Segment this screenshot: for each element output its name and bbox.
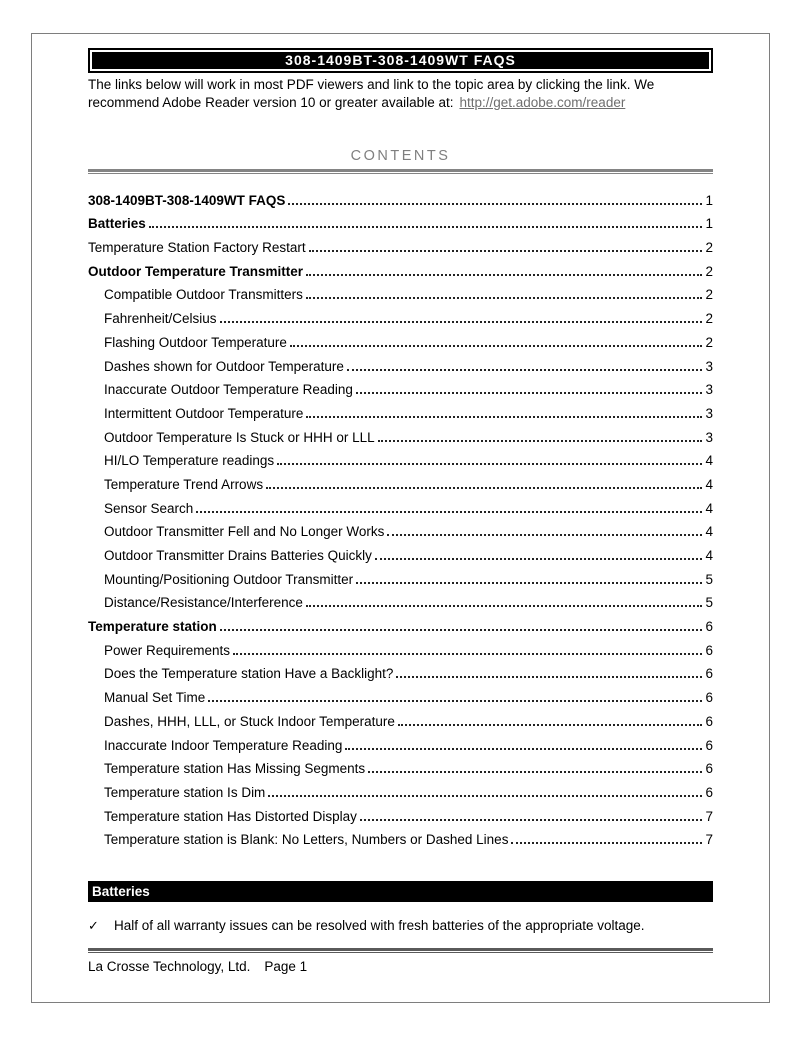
toc-page-number: 1 xyxy=(705,192,713,208)
toc-dot-leader xyxy=(378,440,703,442)
toc-page-number: 4 xyxy=(705,500,713,516)
toc-entry-label: Inaccurate Indoor Temperature Reading xyxy=(104,737,343,753)
footer-rule xyxy=(88,948,713,953)
toc-dot-leader xyxy=(196,511,702,513)
toc-page-number: 5 xyxy=(705,571,713,587)
title-banner xyxy=(88,48,713,73)
toc-entry[interactable] xyxy=(88,303,713,327)
toc-entry-label: Dashes shown for Outdoor Temperature xyxy=(104,358,344,374)
toc-entry-label: Intermittent Outdoor Temperature xyxy=(104,405,304,421)
toc-page-number: 4 xyxy=(705,548,713,563)
toc-page-number: 4 xyxy=(705,476,713,492)
toc-page-number: 6 xyxy=(705,784,713,800)
toc-page-number: 6 xyxy=(705,713,713,729)
toc-entry[interactable] xyxy=(88,588,713,612)
toc-entry-label: Inaccurate Outdoor Temperature Reading xyxy=(104,382,353,398)
toc-entry-label: Outdoor Transmitter Drains Batteries Quickly xyxy=(104,548,372,563)
toc-entry[interactable] xyxy=(88,446,713,470)
footer-company: La Crosse Technology, Ltd. xyxy=(88,959,251,975)
toc-entry[interactable] xyxy=(88,398,713,422)
toc-entry[interactable] xyxy=(88,185,713,209)
toc-page-number: 7 xyxy=(705,808,713,824)
toc-dot-leader xyxy=(290,345,703,347)
toc-dot-leader xyxy=(306,274,702,276)
toc-entry[interactable] xyxy=(88,754,713,778)
adobe-reader-link[interactable]: http://get.adobe.com/reader xyxy=(459,94,626,110)
toc-dot-leader xyxy=(220,321,703,323)
page-footer xyxy=(88,958,713,975)
toc-dot-leader xyxy=(511,842,702,844)
toc-entry-label: Batteries xyxy=(88,216,146,232)
toc-page-number: 2 xyxy=(705,311,713,327)
toc-entry[interactable] xyxy=(88,635,713,659)
toc-entry[interactable] xyxy=(88,327,713,351)
toc-entry-label: Flashing Outdoor Temperature xyxy=(104,334,287,350)
toc-dot-leader xyxy=(220,629,703,631)
toc-entry[interactable] xyxy=(88,469,713,493)
toc-entry[interactable] xyxy=(88,730,713,754)
toc-entry-label: HI/LO Temperature readings xyxy=(104,453,275,469)
toc-list xyxy=(88,185,713,848)
toc-dot-leader xyxy=(396,676,702,678)
toc-page-number: 7 xyxy=(705,832,713,848)
toc-dot-leader xyxy=(266,487,702,489)
toc-entry[interactable] xyxy=(88,682,713,706)
toc-page-number: 2 xyxy=(705,334,713,350)
toc-page-number: 3 xyxy=(705,405,713,421)
toc-entry[interactable] xyxy=(88,517,713,541)
toc-dot-leader xyxy=(233,653,702,655)
toc-dot-leader xyxy=(306,416,702,418)
toc-entry-label: Fahrenheit/Celsius xyxy=(104,311,217,327)
checkmark-icon: ✓ xyxy=(88,918,99,934)
contents-rule xyxy=(88,169,713,174)
toc-entry[interactable] xyxy=(88,256,713,280)
toc-entry[interactable] xyxy=(88,493,713,517)
toc-page-number: 2 xyxy=(705,240,713,256)
toc-entry-label: Manual Set Time xyxy=(104,690,206,706)
toc-page-number: 6 xyxy=(705,690,713,706)
toc-dot-leader xyxy=(398,724,703,726)
toc-entry[interactable] xyxy=(88,375,713,399)
toc-dot-leader xyxy=(375,558,703,560)
toc-dot-leader xyxy=(356,392,703,394)
toc-dot-leader xyxy=(268,795,702,797)
toc-entry-label: Distance/Resistance/Interference xyxy=(104,595,303,611)
toc-entry[interactable] xyxy=(88,209,713,233)
toc-dot-leader xyxy=(288,203,702,205)
toc-page-number: 6 xyxy=(705,737,713,753)
toc-page-number: 3 xyxy=(705,358,713,374)
toc-entry-label: Temperature Station Factory Restart xyxy=(88,240,306,256)
document-title: 308-1409BT-308-1409WT FAQS xyxy=(92,52,709,69)
toc-page-number: 2 xyxy=(705,263,713,279)
toc-entry-label: Mounting/Positioning Outdoor Transmitter xyxy=(104,571,354,587)
toc-entry[interactable] xyxy=(88,280,713,304)
toc-page-number: 1 xyxy=(705,216,713,232)
toc-entry-label: Outdoor Transmitter Fell and No Longer Works xyxy=(104,524,385,540)
toc-page-number: 5 xyxy=(705,595,713,611)
toc-page-number: 4 xyxy=(705,524,713,540)
toc-dot-leader xyxy=(208,700,702,702)
toc-entry-label: Temperature station Is Dim xyxy=(104,784,266,800)
toc-entry[interactable] xyxy=(88,540,713,564)
toc-entry-label: Power Requirements xyxy=(104,642,231,658)
toc-entry-label: Temperature station xyxy=(88,619,217,635)
contents-heading: CONTENTS xyxy=(350,148,451,164)
toc-entry[interactable] xyxy=(88,232,713,256)
toc-page-number: 3 xyxy=(705,382,713,398)
toc-entry-label: Outdoor Temperature Is Stuck or HHH or LLL xyxy=(104,429,375,445)
toc-entry[interactable] xyxy=(88,422,713,446)
toc-entry-label: Sensor Search xyxy=(104,500,194,516)
page-content xyxy=(32,34,769,975)
toc-entry-label: Temperature Trend Arrows xyxy=(104,476,264,492)
toc-entry-label: Compatible Outdoor Transmitters xyxy=(104,287,303,303)
toc-entry[interactable] xyxy=(88,564,713,588)
toc-dot-leader xyxy=(368,771,702,773)
toc-entry[interactable] xyxy=(88,777,713,801)
toc-entry-label: Does the Temperature station Have a Backlight? xyxy=(104,666,394,682)
section-header-batteries: Batteries xyxy=(88,881,713,902)
toc-dot-leader xyxy=(347,369,703,371)
toc-page-number: 6 xyxy=(705,761,713,777)
toc-dot-leader xyxy=(387,534,702,536)
intro-paragraph xyxy=(88,76,713,111)
toc-entry[interactable] xyxy=(88,659,713,683)
toc-entry[interactable] xyxy=(88,801,713,825)
toc-dot-leader xyxy=(306,605,703,607)
toc-dot-leader xyxy=(360,819,703,821)
toc-entry-label: Outdoor Temperature Transmitter xyxy=(88,263,304,279)
toc-dot-leader xyxy=(345,748,702,750)
toc-page-number: 6 xyxy=(705,642,713,658)
toc-dot-leader xyxy=(149,226,703,228)
toc-page-number: 4 xyxy=(705,453,713,469)
battery-bullet xyxy=(88,917,713,935)
intro-line2: recommend Adobe Reader version 10 or greater available at: xyxy=(88,94,454,110)
toc-page-number: 2 xyxy=(705,287,713,303)
intro-line1: The links below will work in most PDF viewers and link to the topic area by clicking the link. We xyxy=(88,77,655,92)
toc-dot-leader xyxy=(277,463,702,465)
toc-page-number: 6 xyxy=(705,666,713,682)
toc-entry[interactable] xyxy=(88,825,713,849)
toc-dot-leader xyxy=(356,582,702,584)
toc-entry-label: Dashes, HHH, LLL, or Stuck Indoor Temperature xyxy=(104,713,395,729)
toc-entry-label: Temperature station Has Distorted Display xyxy=(104,808,357,824)
footer-page-number: Page 1 xyxy=(264,959,308,975)
toc-page-number: 3 xyxy=(705,429,713,445)
toc-entry-label: Temperature station Has Missing Segments xyxy=(104,761,366,777)
page-frame xyxy=(31,33,770,1003)
bullet-text: Half of all warranty issues can be resolved with fresh batteries of the appropriate voltage. xyxy=(114,918,645,934)
toc-dot-leader xyxy=(309,250,703,252)
toc-entry-label: Temperature station is Blank: No Letters, Numbers or Dashed Lines xyxy=(104,832,509,848)
toc-entry-label: 308-1409BT-308-1409WT FAQS xyxy=(88,192,286,208)
toc-entry[interactable] xyxy=(88,351,713,375)
toc-entry[interactable] xyxy=(88,611,713,635)
toc-entry[interactable] xyxy=(88,706,713,730)
toc-dot-leader xyxy=(306,297,703,299)
toc-page-number: 6 xyxy=(705,619,713,635)
